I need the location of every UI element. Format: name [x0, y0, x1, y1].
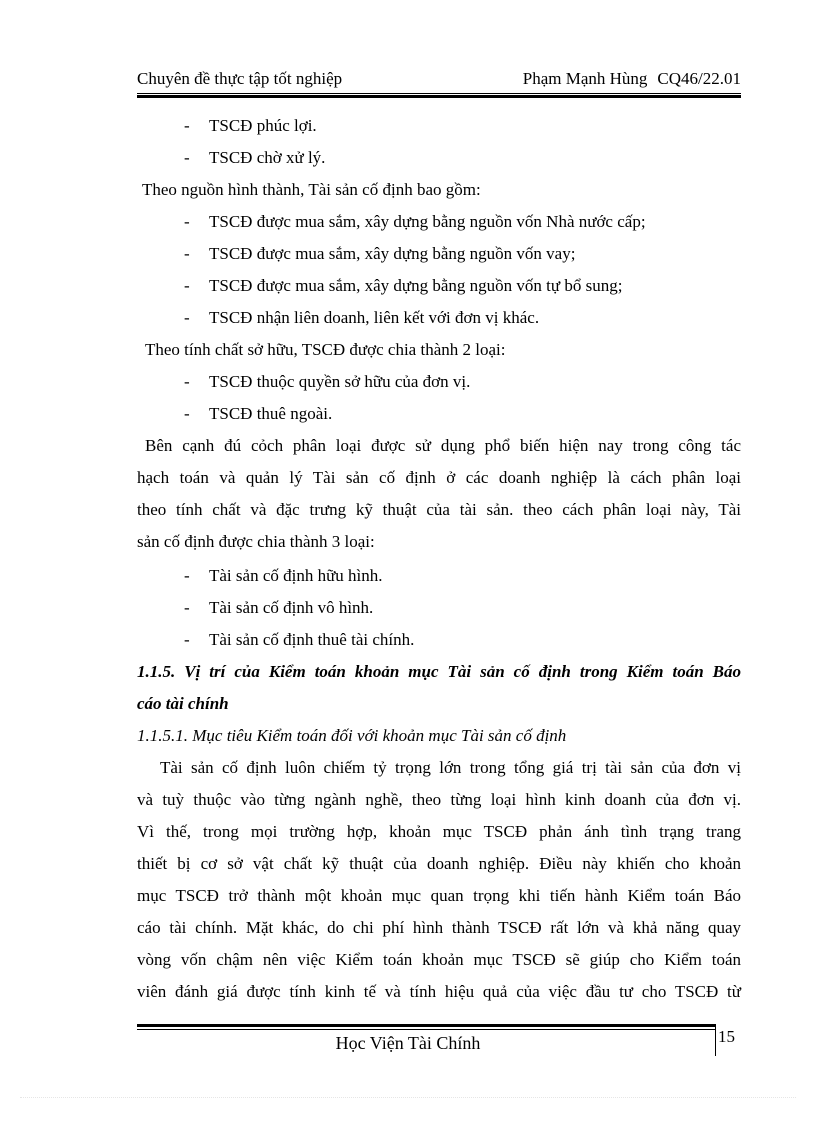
paragraph-line: viên đánh giá được tính kinh tế và tính hiệu quả của việc đầu tư cho TSCĐ từ — [137, 982, 741, 1001]
page-number: 15 — [718, 1027, 735, 1046]
header-rule-thick — [137, 95, 741, 98]
footer-rule-thick — [137, 1024, 715, 1027]
header-title: Chuyên đề thực tập tốt nghiệp — [137, 69, 343, 88]
header-rule-thin — [137, 93, 741, 94]
paragraph-line: cáo tài chính. Mặt khác, do chi phí hình thành TSCĐ rất lớn và khả năng quay — [137, 918, 741, 937]
paragraph-line: Theo nguồn hình thành, Tài sản cố định bao gồm: — [142, 180, 481, 199]
section-heading-cont: cáo tài chính — [137, 694, 229, 713]
paragraph-line: theo tính chất và đặc trưng kỹ thuật của tài sản. theo cách phân loại này, Tài — [137, 500, 741, 519]
page-header — [137, 66, 741, 92]
paragraph-line: Bên cạnh đú cỏch phân loại được sử dụng phổ biến hiện nay trong công tác — [145, 436, 741, 455]
paragraph-line: Vì thế, trong mọi trường hợp, khoản mục TSCĐ phản ánh tình trạng trang — [137, 822, 741, 841]
header-author-code — [523, 69, 741, 89]
paragraph-line: vòng vốn chậm nên việc Kiểm toán khoản mục TSCĐ sẽ giúp cho Kiểm toán — [137, 950, 741, 969]
subsection-heading: 1.1.5.1. Mục tiêu Kiểm toán đối với khoản mục Tài sản cố định — [137, 726, 567, 745]
paragraph-line: thiết bị cơ sở vật chất kỹ thuật của doanh nghiệp. Điều này khiến cho khoản — [137, 854, 741, 873]
footer-rule-thin — [137, 1029, 715, 1030]
footer-title: Học Viện Tài Chính — [335, 1033, 481, 1053]
header-code: CQ46/22.01 — [657, 69, 741, 88]
paragraph-line: mục TSCĐ trở thành một khoản mục quan trọng khi tiến hành Kiểm toán Báo — [137, 886, 741, 905]
paragraph-line: sản cố định được chia thành 3 loại: — [137, 532, 375, 551]
section-heading: 1.1.5. Vị trí của Kiểm toán khoản mục Tài sản cố định trong Kiểm toán Báo — [137, 662, 741, 681]
paragraph-line: hạch toán và quản lý Tài sản cố định ở các doanh nghiệp là cách phân loại — [137, 468, 741, 487]
paragraph-line: Theo tính chất sở hữu, TSCĐ được chia thành 2 loại: — [145, 340, 506, 359]
paragraph-line: và tuỳ thuộc vào từng ngành nghề, theo từng loại hình kinh doanh của đơn vị. — [137, 790, 741, 809]
page-bottom-divider — [20, 1097, 796, 1098]
paragraph-line: Tài sản cố định luôn chiếm tỷ trọng lớn trong tổng giá trị tài sản của đơn vị — [160, 758, 741, 777]
header-author: Phạm Mạnh Hùng — [522, 69, 648, 88]
